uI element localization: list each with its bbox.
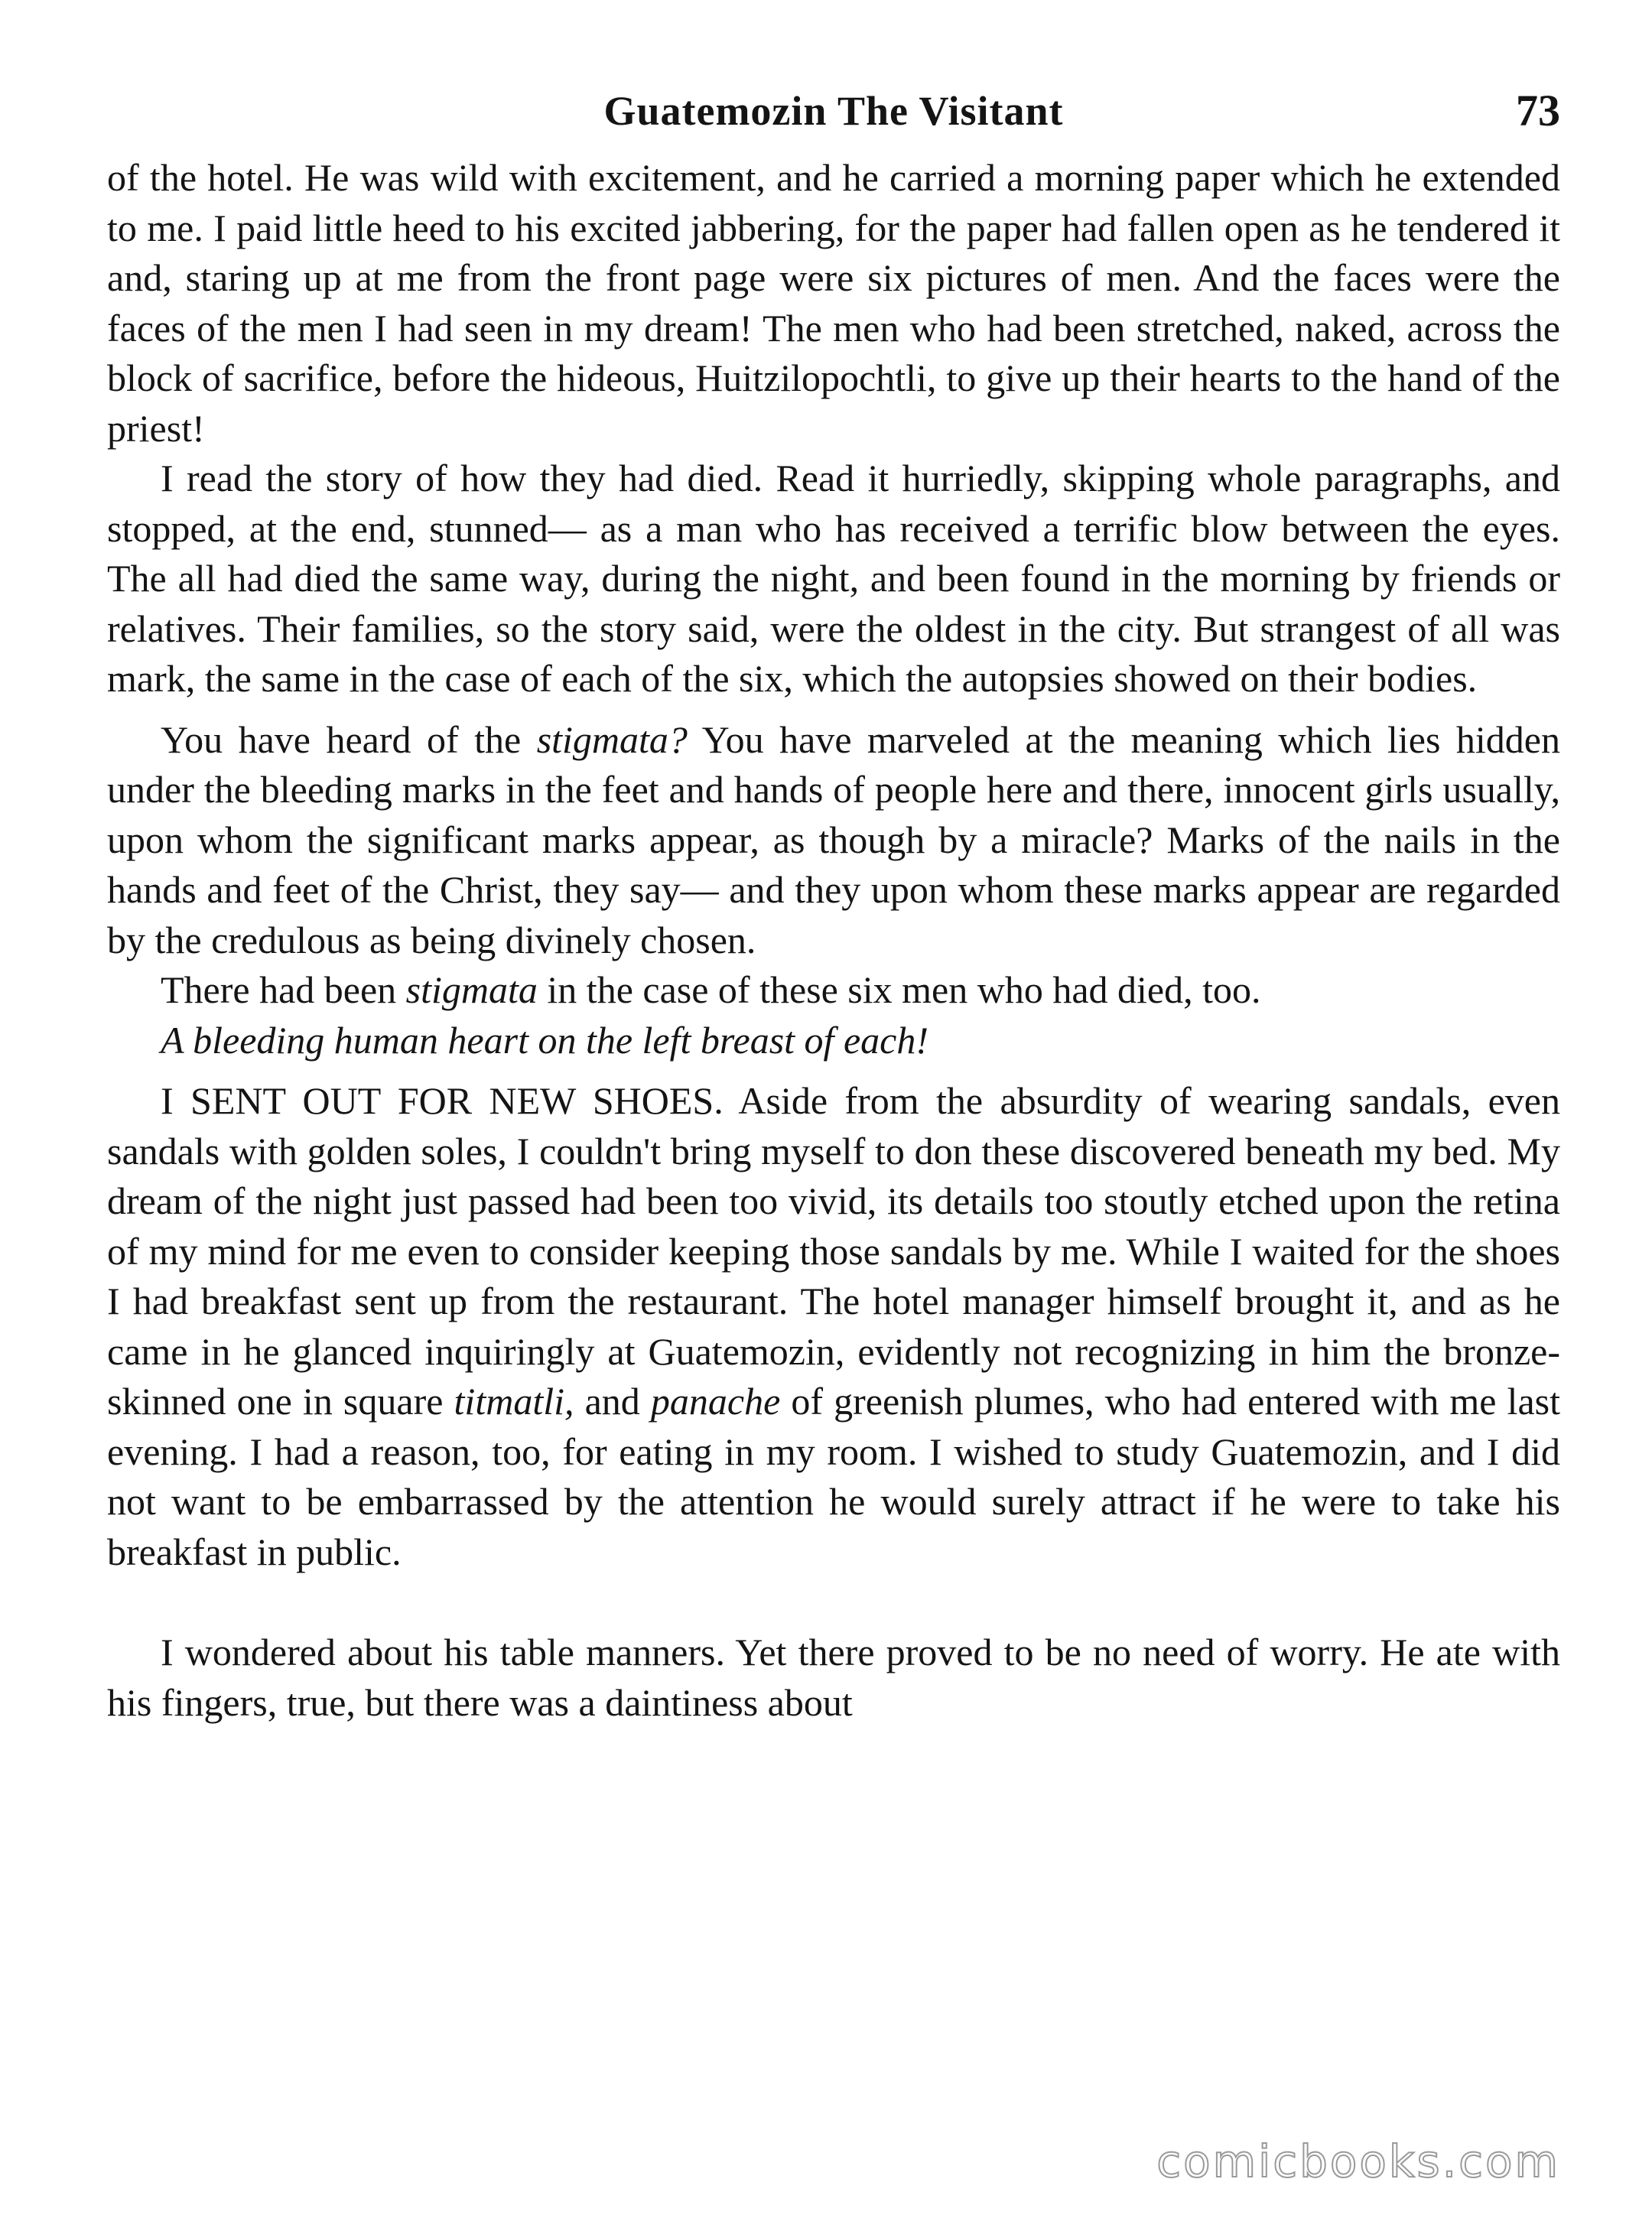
watermark-logo: comicbooks.com xyxy=(1156,2135,1560,2187)
paragraph-stigmata-post: You have marveled at the meaning which lies hidden under the bleeding marks in the feet and hands of people here and there, innocent girls usually, upon whom the significant marks appear, as though by a miracle? Marks of the nails in the hands and feet of the Christ, they say— and they upon whom these marks appear are regarded by the credulous as being divinely chosen. xyxy=(107,717,1560,961)
paragraph-read-story: I read the story of how they had died. Read it hurriedly, skipping whole paragraphs, and stopped, at the end, stunned— as a man who has received a terrific blow between the eyes. The all had died the same way, during the night, and been found in the morning by friends or relatives. Their families, so the story said, were the oldest in the city. But strangest of all was mark, the same in the case of each of the six, which the autopsies showed on their bodies. xyxy=(107,457,1560,700)
paragraph-six-men-pre: There had been xyxy=(161,968,406,1011)
paragraph-new-shoes-italic-panache: panache xyxy=(650,1380,781,1423)
paragraph-new-shoes-post: of greenish plumes, who had entered with me last evening. I had a reason, too, for eating in my room. I wished to study Guatemozin, and I did not want to be embarrassed by the attention he would surely attract if he were to take his breakfast in public. xyxy=(107,1380,1560,1573)
page-number: 73 xyxy=(1516,86,1560,135)
paragraph-six-men-post: in the case of these six men who had died, too. xyxy=(537,968,1261,1011)
paragraph-hotel-newspaper: of the hotel. He was wild with excitement, and he carried a morning paper which he extended to me. I paid little heed to his excited jabbering, for the paper had fallen open as he tendered it and, staring up at me from the front page were six pictures of men. And the faces were the faces of the men I had seen in my dream! The men who had been stretched, naked, across the block of sacrifice, before the hideous, Huitzilopochtli, to give up their hearts to the hand of the priest! xyxy=(107,156,1560,450)
paragraph-six-men xyxy=(107,965,1560,1016)
paragraph-stigmata xyxy=(107,715,1560,966)
running-header xyxy=(107,76,1560,145)
paragraph-table-manners: I wondered about his table manners. Yet there proved to be no need of worry. He ate with his fingers, true, but there was a daintiness about xyxy=(107,1631,1560,1724)
paragraph-new-shoes-mid: and xyxy=(574,1380,651,1423)
paragraph-bleeding-heart: A bleeding human heart on the left breast of each! xyxy=(161,1018,928,1062)
paragraph-new-shoes xyxy=(107,1076,1560,1577)
paragraph-new-shoes-text: I SENT OUT FOR NEW SHOES. Aside from the absurdity of wearing sandals, even sandals with golden soles, I couldn't bring myself to don these discovered beneath my bed. My dream of the night just passed had been too vivid, its details too stoutly etched upon the retina of my mind for me even to consider keeping those sandals by me. While I waited for the shoes I had breakfast sent up from the restaurant. The hotel manager himself brought it, and as he came in he glanced inquiringly at Guatemozin, evidently not recognizing in him the bronze-skinned one in square xyxy=(107,1079,1560,1423)
chapter-title: Guatemozin The Visitant xyxy=(603,88,1064,134)
paragraph-six-men-italic: stigmata xyxy=(405,968,538,1011)
paragraph-new-shoes-italic-titmatli: titmatli, xyxy=(454,1380,574,1423)
paragraph-stigmata-italic: stigmata? xyxy=(536,717,688,761)
paragraph-stigmata-pre: You have heard of the xyxy=(161,717,537,761)
body-text xyxy=(107,153,1560,1728)
